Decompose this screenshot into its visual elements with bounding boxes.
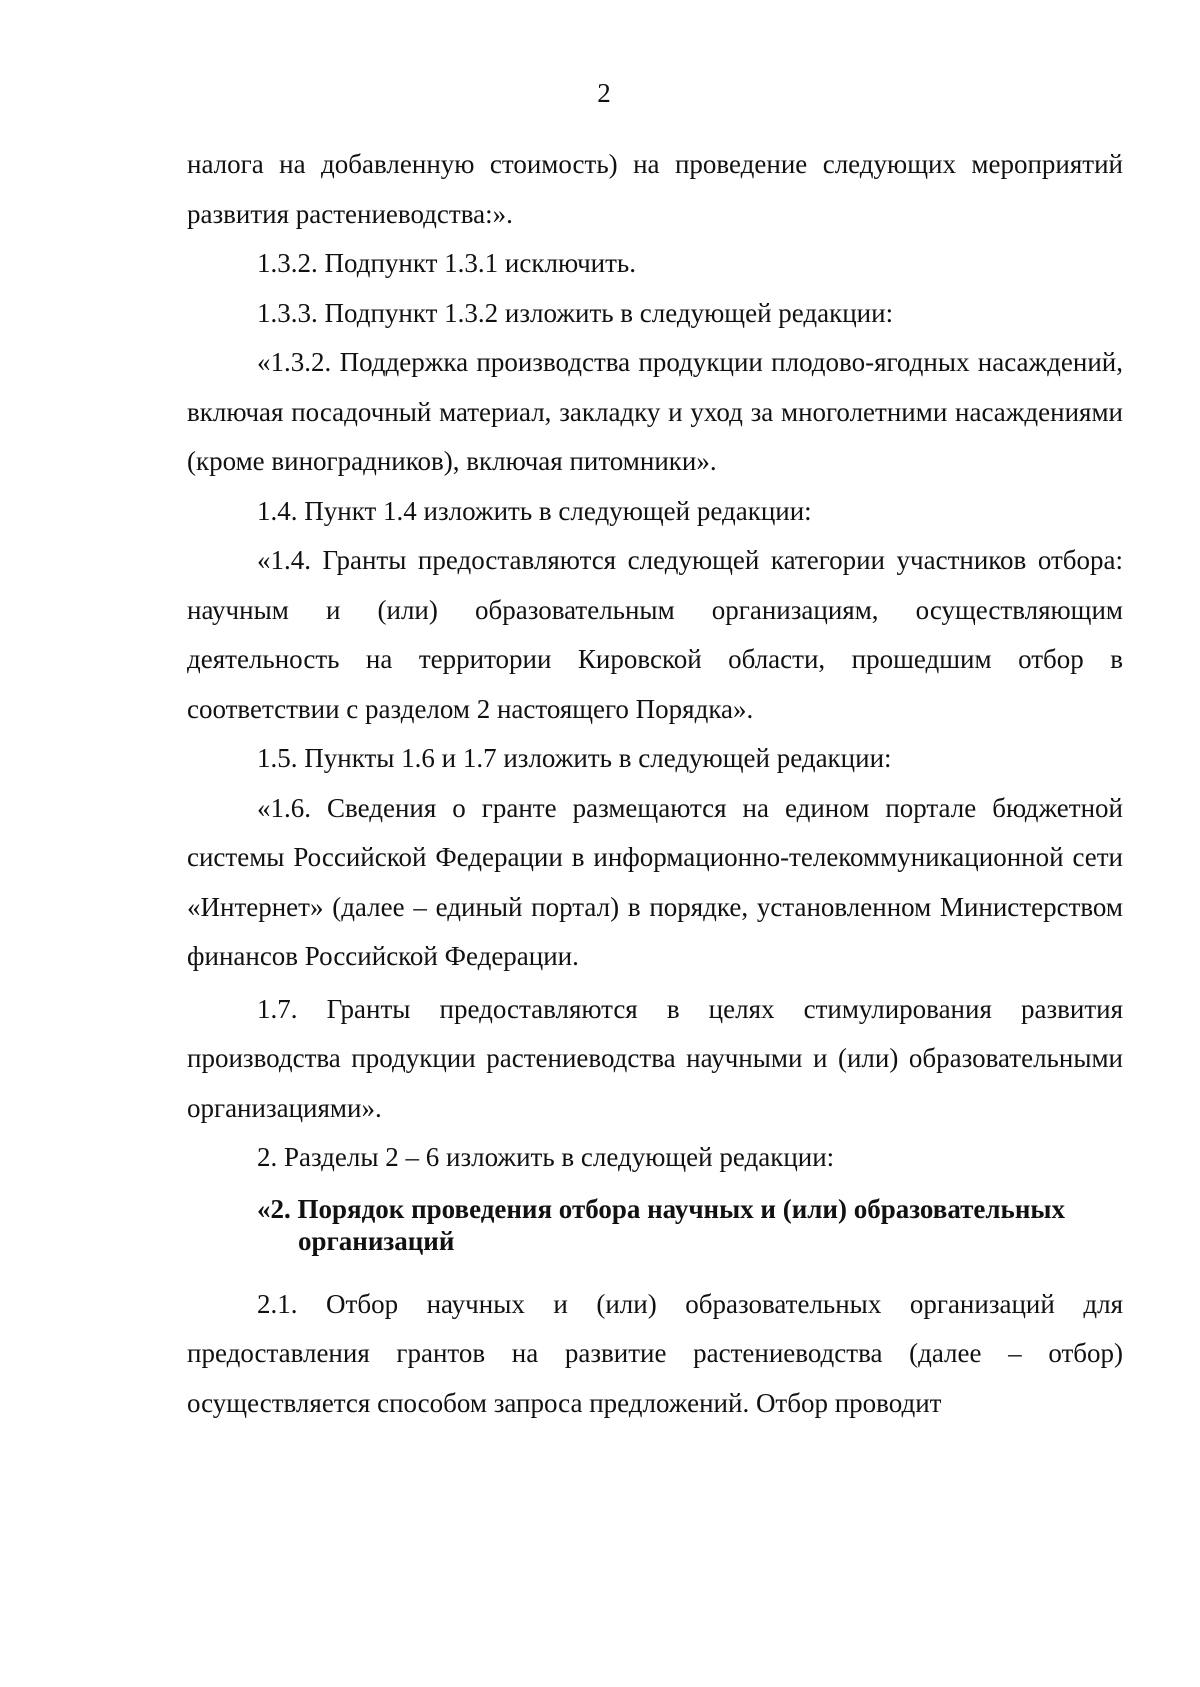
paragraph-1-3-2: 1.3.2. Подпункт 1.3.1 исключить.: [257, 248, 636, 278]
paragraph-1-3-3: 1.3.3. Подпункт 1.3.2 изложить в следующей редакции:: [257, 297, 894, 328]
section-heading-line-1: «2. Порядок проведения отбора научных и (или) образовательных: [257, 1193, 1065, 1224]
paragraph-1-4: 1.4. Пункт 1.4 изложить в следующей редакции:: [257, 495, 812, 526]
page-number: 2: [597, 78, 611, 108]
paragraph-continuation: налога на добавленную стоимость) на проведение следующих мероприятий развития растениеводства:».: [187, 149, 1123, 229]
section-heading: [187, 1193, 1123, 1257]
paragraph-quote-1-3-2: «1.3.2. Поддержка производства продукции плодово-ягодных насаждений, включая посадочный материал, закладку и уход за многолетними насаждениями (кроме виноградников), включая питомники».: [187, 347, 1123, 476]
paragraph-1-5: 1.5. Пункты 1.6 и 1.7 изложить в следующей редакции:: [257, 743, 892, 773]
paragraph-quote-1-4: «1.4. Гранты предоставляются следующей категории участников отбора: научным и (или) образовательным организациям, осуществляющим деятельность на территории Кировской области, прошедшим отбор в соответствии с разделом 2 настоящего Порядка».: [187, 545, 1123, 724]
document-body: [187, 140, 1123, 1428]
paragraph-1-7: 1.7. Гранты предоставляются в целях стимулирования развития производства продукции растениеводства научными и (или) образовательными организациями».: [187, 993, 1123, 1123]
section-heading-line-2: организаций: [298, 1225, 455, 1256]
paragraph-quote-1-6: «1.6. Сведения о гранте размещаются на едином портале бюджетной системы Российской Федерации в информационно-телекоммуникационной сети «Интернет» (далее – единый портал) в порядке, установленном Министерством финансов Российской Федерации.: [187, 792, 1123, 971]
paragraph-2-1: 2.1. Отбор научных и (или) образовательных организаций для предоставления грантов на развитие растениеводства (далее – отбор) осуществляется способом запроса предложений. Отбор проводит: [187, 1288, 1123, 1418]
paragraph-2: 2. Разделы 2 – 6 изложить в следующей редакции:: [257, 1142, 835, 1172]
